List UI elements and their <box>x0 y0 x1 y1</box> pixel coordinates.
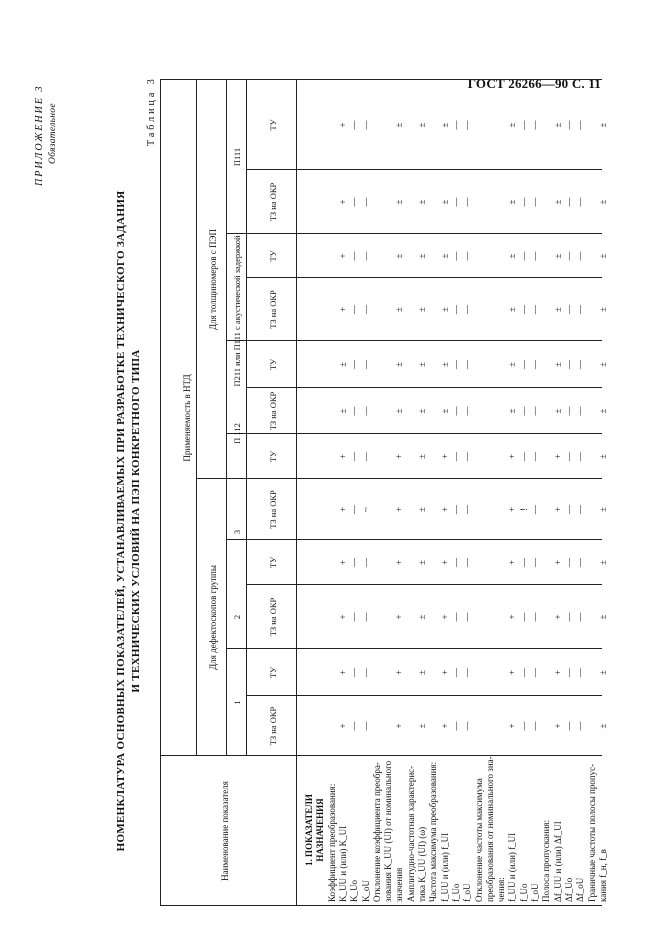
table-cell: ± <box>337 362 348 367</box>
table-cell: — <box>563 505 574 514</box>
row-label: K_Uo <box>349 880 360 902</box>
table-cell: + <box>507 614 518 620</box>
table-rule <box>246 648 602 649</box>
table-cell: ± <box>394 122 405 128</box>
row-label: Δf_Uo <box>563 877 574 902</box>
table-cell: — <box>530 197 540 207</box>
table-cell: ± <box>597 670 608 675</box>
table-cell: — <box>462 120 473 130</box>
table-cell: ± <box>597 454 608 459</box>
table-cell: — <box>462 452 473 461</box>
table-cell: — <box>349 612 360 622</box>
table-cell: — <box>563 197 574 207</box>
row-label: f_Uo <box>450 883 461 902</box>
row-label: Отклонение коэффициента преобра- <box>371 762 382 902</box>
table-cell: + <box>439 723 450 729</box>
table-cell: — <box>518 452 529 461</box>
table-cell: ± <box>597 199 608 205</box>
col-tu-header: ТУ <box>268 666 278 679</box>
table-cell: ± <box>417 362 427 367</box>
row-label: f_UU и (или) f_UI <box>439 832 450 902</box>
table-cell: — <box>563 721 574 731</box>
table-cell: — <box>450 120 461 130</box>
col-tz-header: ТЗ на ОКР <box>268 290 278 329</box>
table-rule <box>246 433 602 434</box>
table-cell: — <box>462 612 473 622</box>
table-cell: — <box>462 505 473 514</box>
applicability-header: Применяемость в НТД <box>182 374 192 462</box>
table-cell: — <box>450 251 461 261</box>
col-tz-header: ТЗ на ОКР <box>268 706 278 746</box>
table-cell: — <box>450 721 461 731</box>
row-label: Амплитудно-частотная характерис- <box>405 765 416 902</box>
table-cell: ± <box>417 507 427 512</box>
row-label: кания f_н, f_в <box>597 849 608 902</box>
table-cell: — <box>575 251 586 261</box>
table-rule <box>226 479 227 756</box>
table-rule <box>246 584 602 585</box>
table-cell: ± <box>417 614 427 620</box>
subgroup-header: П 112 <box>232 423 242 444</box>
table-cell: — <box>349 305 360 314</box>
table-cell: — <box>563 120 574 130</box>
table-cell: + <box>394 559 405 566</box>
table-cell: — <box>450 406 461 416</box>
table-cell: — <box>450 505 461 514</box>
table-cell: — <box>349 452 360 461</box>
table-cell: ± <box>507 408 518 414</box>
table-cell: — <box>530 612 540 622</box>
table-cell: + <box>439 559 450 566</box>
row-label: f_oU <box>530 883 540 902</box>
table-rule <box>160 79 602 80</box>
table-cell: — <box>563 452 574 461</box>
table-cell: — <box>462 406 473 416</box>
table-cell: — <box>360 360 371 369</box>
table-cell: + <box>507 506 518 513</box>
table-cell: — <box>450 360 461 369</box>
table-cell: + <box>439 669 450 676</box>
table-cell: ± <box>507 199 518 205</box>
table-cell: — <box>349 360 360 369</box>
table-cell: + <box>552 614 563 620</box>
table-cell: ± <box>507 307 518 312</box>
row-label: зования K_UU (UI) от номинального <box>383 760 394 902</box>
col-tz-header: ТЗ на ОКР <box>268 391 278 431</box>
table-cell: — <box>563 612 574 622</box>
table-cell: ± <box>507 362 518 367</box>
table-cell: ± <box>394 408 405 414</box>
row-label: f_oU <box>462 883 473 902</box>
table-cell: ± <box>597 507 608 512</box>
table-cell: ± <box>597 362 608 367</box>
table-cell: + <box>337 453 348 460</box>
table-cell: + <box>552 453 563 460</box>
table-cell: — <box>349 251 360 261</box>
table-cell: ± <box>417 670 427 675</box>
table-cell: + <box>337 614 348 620</box>
table-rule <box>246 539 602 540</box>
table-cell: ± <box>394 199 405 205</box>
table-cell: — <box>575 721 586 731</box>
table-cell: — <box>575 612 586 622</box>
table-cell: — <box>530 452 540 461</box>
table-cell: + <box>394 453 405 460</box>
table-cell: — <box>349 721 360 731</box>
table-cell: — <box>360 120 371 130</box>
row-label: тика K_UU (UI) (ω) <box>417 826 427 902</box>
table-cell: + <box>507 669 518 676</box>
table-cell: — <box>360 251 371 261</box>
table-cell: — <box>575 197 586 207</box>
thickness-gauge-group-header: Для толщиномеров с ПЭП <box>208 229 218 330</box>
table-cell: ± <box>507 253 518 259</box>
table-cell: ± <box>552 362 563 367</box>
table-cell: ± <box>597 408 608 414</box>
table-cell: — <box>360 197 371 207</box>
table-cell: ± <box>439 307 450 312</box>
table-cell: ± <box>417 122 427 128</box>
table-cell: — <box>575 406 586 416</box>
row-label: чения: <box>496 877 507 902</box>
table-cell: ± <box>417 408 427 414</box>
row-label: K_UU и (или) K_UI <box>337 825 348 902</box>
col-tu-header: ТУ <box>268 450 278 463</box>
table-cell: — <box>360 452 371 461</box>
table-cell: — <box>360 668 371 677</box>
table-cell: — <box>563 251 574 261</box>
table-cell: + <box>337 669 348 676</box>
table-cell: — <box>518 612 529 622</box>
table-cell: — <box>530 668 540 677</box>
table-rule <box>246 387 602 388</box>
table-cell: — <box>462 558 473 567</box>
table-rule <box>246 277 602 278</box>
table-cell: ± <box>597 560 608 565</box>
table-cell: — <box>518 668 529 677</box>
table-cell: — <box>530 120 540 130</box>
col-tz-header: ТЗ на ОКР <box>268 597 278 637</box>
subgroup-header: 2 <box>232 614 242 620</box>
table-cell: — <box>450 558 461 567</box>
table-cell: ± <box>394 362 405 367</box>
table-cell: + <box>552 669 563 676</box>
table-cell: ! <box>518 508 529 511</box>
table-cell: — <box>563 558 574 567</box>
table-cell: ± <box>439 253 450 259</box>
table-cell: — <box>518 120 529 130</box>
table-cell: ± <box>552 253 563 259</box>
table-cell: ± <box>417 253 427 259</box>
table-cell: + <box>439 453 450 460</box>
table-rule <box>246 233 602 234</box>
table-cell: — <box>530 360 540 369</box>
table-cell: — <box>360 612 371 622</box>
page-header: ГОСТ 26266—90 С. 11 <box>467 76 601 91</box>
table-cell: — <box>563 305 574 314</box>
table-cell: ± <box>552 408 563 414</box>
table-cell: ± <box>417 723 427 729</box>
table-cell: ± <box>552 199 563 205</box>
table-cell: — <box>450 452 461 461</box>
table-cell: — <box>349 197 360 207</box>
table-cell: ± <box>552 307 563 312</box>
table-cell: — <box>518 360 529 369</box>
title-line-1: НОМЕНКЛАТУРА ОСНОВНЫХ ПОКАЗАТЕЛЕЙ, УСТАНАВЛИВАЕМЫХ ПРИ РАЗРАБОТКЕ ТЕХНИЧЕСКОГО ЗАДАНИЯ <box>115 190 127 852</box>
table-cell: ± <box>417 560 427 565</box>
table-cell: + <box>337 199 348 205</box>
row-label: Δf_UU и (или) Δf_UI <box>552 821 563 902</box>
table-cell: — <box>462 721 473 731</box>
col-tz-header: ТЗ на ОКР <box>268 490 278 529</box>
table-rule <box>226 80 227 479</box>
row-label: K_oU <box>360 880 371 902</box>
table-cell: ± <box>394 253 405 259</box>
table-cell: — <box>450 305 461 314</box>
table-cell: — <box>462 668 473 677</box>
appendix-note: Обязательное <box>48 103 58 164</box>
table-cell: — <box>563 668 574 677</box>
table-cell: — <box>349 120 360 130</box>
table-cell: — <box>563 360 574 369</box>
row-label: значения <box>394 867 405 902</box>
table-cell: + <box>552 559 563 566</box>
col-tu-header: ТУ <box>268 119 278 131</box>
table-cell: — <box>450 197 461 207</box>
table-cell: + <box>552 723 563 729</box>
table-rule <box>160 80 161 906</box>
table-cell: + <box>394 614 405 620</box>
table-cell: ± <box>417 307 427 312</box>
table-cell: — <box>462 305 473 314</box>
table-cell: — <box>450 668 461 677</box>
subgroup-header: 1 <box>232 700 242 705</box>
table-cell: ± <box>597 253 608 259</box>
col-tu-header: ТУ <box>268 250 278 262</box>
table-cell: — <box>530 305 540 314</box>
row-label: 1. ПОКАЗАТЕЛИ <box>304 794 314 866</box>
table-cell: — <box>518 721 529 731</box>
table-cell: — <box>530 721 540 731</box>
table-cell: + <box>337 723 348 729</box>
table-cell: — <box>530 558 540 567</box>
table-cell: + <box>552 506 563 513</box>
row-label: НАЗНАЧЕНИЯ <box>315 798 326 862</box>
subgroup-header: 3 <box>232 529 242 535</box>
table-cell: ± <box>597 307 608 312</box>
row-label: Граничные частоты полосы пропус- <box>586 763 597 902</box>
table-cell: — <box>530 406 540 416</box>
subgroup-header: П211 или П111 с акустической задержкой <box>232 235 242 387</box>
table-rule <box>246 695 602 696</box>
row-label: Отклонение частоты максимума <box>473 778 484 902</box>
row-label: Коэффициент преобразования: <box>326 783 337 902</box>
table-cell: ± <box>439 199 450 205</box>
col-tz-header: ТЗ на ОКР <box>268 182 278 222</box>
table-cell: — <box>518 406 529 416</box>
table-cell: — <box>575 120 586 130</box>
table-cell: — <box>575 668 586 677</box>
row-label: f_UU и (или) f_UI <box>507 832 518 902</box>
col-tu-header: ТУ <box>268 556 278 569</box>
table-cell: + <box>394 669 405 676</box>
table-cell: + <box>337 253 348 259</box>
table-rule <box>246 478 602 479</box>
table-cell: — <box>462 360 473 369</box>
table-cell: — <box>575 360 586 369</box>
title-line-2: И ТЕХНИЧЕСКИХ УСЛОВИЙ НА ПЭП КОНКРЕТНОГО ТИПА <box>130 349 142 693</box>
name-column-header: Наименование показателя <box>220 781 230 881</box>
table-cell: ± <box>439 362 450 367</box>
table-cell: ± <box>337 408 348 414</box>
table-cell: ± <box>394 307 405 312</box>
table-cell: — <box>360 406 371 416</box>
table-cell: — <box>349 406 360 416</box>
table-cell: ± <box>597 614 608 620</box>
table-cell: — <box>575 452 586 461</box>
table-cell: — <box>530 251 540 261</box>
table-cell: + <box>394 506 405 513</box>
appendix-label: ПРИЛОЖЕНИЕ 3 <box>34 84 45 186</box>
table-cell: — <box>349 505 360 514</box>
table-cell: — <box>462 251 473 261</box>
row-label: преобразования от номинального зна- <box>484 756 495 902</box>
table-cell: — <box>462 197 473 207</box>
row-label: Полоса пропускания: <box>541 819 552 902</box>
table-cell: — <box>518 197 529 207</box>
table-rule <box>196 80 197 756</box>
table-cell: ± <box>597 122 608 128</box>
table-cell: ± <box>597 723 608 729</box>
table-cell: ± <box>439 408 450 414</box>
row-label: Частота максимума преобразования: <box>428 761 439 902</box>
table-rule <box>296 80 297 906</box>
table-cell: — <box>360 558 371 567</box>
table-cell: — <box>575 305 586 314</box>
table-cell: + <box>337 306 348 313</box>
table-rule <box>246 80 247 756</box>
table-cell: ± <box>552 122 563 128</box>
subgroup-header: П111 <box>232 147 242 167</box>
table-cell: + <box>337 559 348 566</box>
table-cell: ~ <box>360 507 371 512</box>
table-cell: ± <box>439 122 450 128</box>
table-cell: + <box>507 723 518 729</box>
table-cell: + <box>439 506 450 513</box>
table-cell: — <box>518 558 529 567</box>
table-cell: — <box>360 721 371 731</box>
table-cell: + <box>337 506 348 513</box>
row-label: Δf_oU <box>575 877 586 902</box>
table-cell: ± <box>417 454 427 459</box>
table-cell: + <box>507 559 518 566</box>
table-cell: — <box>563 406 574 416</box>
table-cell: — <box>575 505 586 514</box>
flaw-detector-group-header: Для дефектоскопов группы <box>208 565 218 670</box>
table-cell: — <box>450 612 461 622</box>
table-cell: + <box>507 453 518 460</box>
table-cell: ± <box>417 199 427 205</box>
table-cell: — <box>518 251 529 261</box>
col-tu-header: ТУ <box>268 358 278 371</box>
table-cell: — <box>360 305 371 314</box>
table-cell: — <box>518 305 529 314</box>
table-rule <box>246 169 602 170</box>
table-label: Таблица 3 <box>146 76 157 146</box>
table-cell: — <box>575 558 586 567</box>
table-cell: + <box>337 122 348 128</box>
table-cell: — <box>349 668 360 677</box>
table-cell: ± <box>507 122 518 128</box>
row-label: f_Uo <box>518 883 529 902</box>
table-cell: — <box>349 558 360 567</box>
table-cell: + <box>439 614 450 620</box>
table-cell: — <box>530 505 540 514</box>
table-rule <box>246 340 602 341</box>
table-cell: + <box>394 723 405 729</box>
